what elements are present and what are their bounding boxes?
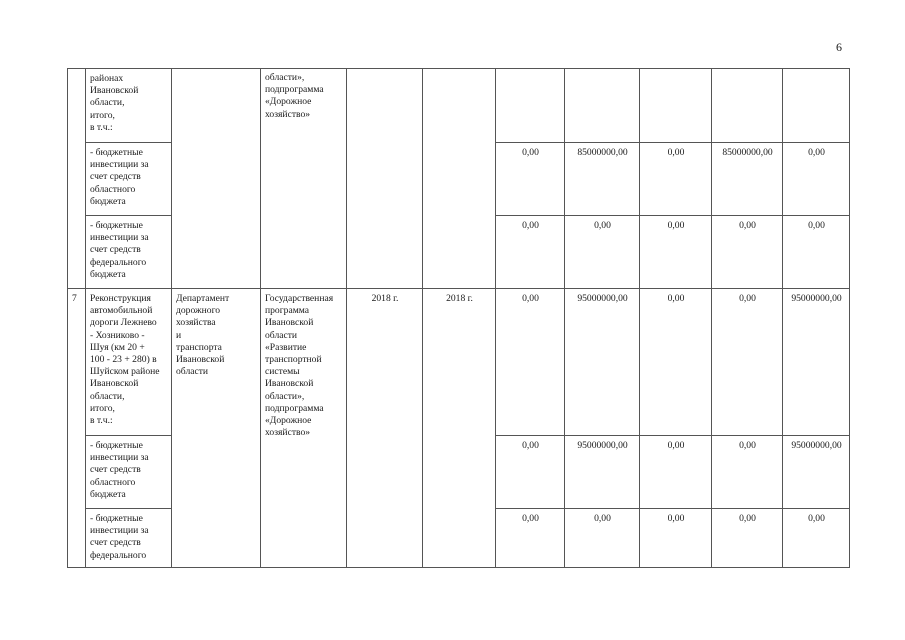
value-cell (712, 69, 783, 143)
value-cell: 0,00 (783, 509, 850, 568)
value-cell: 0,00 (565, 216, 640, 289)
object-name-cell: - бюджетные инвестиции за счет средств областного бюджета (86, 143, 172, 216)
value-cell: 95000000,00 (565, 436, 640, 509)
value-cell: 0,00 (640, 143, 712, 216)
value-cell: 0,00 (640, 436, 712, 509)
value-cell (783, 69, 850, 143)
value-cell: 0,00 (783, 216, 850, 289)
value-cell: 95000000,00 (565, 289, 640, 436)
value-cell: 85000000,00 (565, 143, 640, 216)
value-cell: 95000000,00 (783, 289, 850, 436)
value-cell: 0,00 (640, 289, 712, 436)
table-row (68, 289, 850, 436)
object-name-cell: районах Ивановской области, итого, в т.ч.: (86, 69, 172, 143)
value-cell: 85000000,00 (712, 143, 783, 216)
value-cell: 0,00 (496, 216, 565, 289)
value-cell (565, 69, 640, 143)
value-cell: 0,00 (712, 216, 783, 289)
value-cell: 0,00 (496, 509, 565, 568)
value-cell: 0,00 (496, 143, 565, 216)
program-cell: области», подпрограмма «Дорожное хозяйство» (261, 69, 347, 289)
object-name-cell: - бюджетные инвестиции за счет средств федерального бюджета (86, 216, 172, 289)
value-cell: 0,00 (496, 436, 565, 509)
program-cell: Государственная программа Ивановской области «Развитие транспортной системы Ивановской области», подпрограмма «Дорожное хозяйство» (261, 289, 347, 568)
object-name-cell: - бюджетные инвестиции за счет средств федерального (86, 509, 172, 568)
customer-cell: Департамент дорожного хозяйства и транспорта Ивановской области (172, 289, 261, 568)
object-name-cell: - бюджетные инвестиции за счет средств областного бюджета (86, 436, 172, 509)
budget-table (67, 68, 850, 568)
value-cell: 95000000,00 (783, 436, 850, 509)
object-name-cell: Реконструкция автомобильной дороги Лежнево - Хозниково - Шуя (км 20 + 100 - 23 + 280) в Шуйском районе Ивановской области, итого, в т.ч.: (86, 289, 172, 436)
page-number: 6 (836, 40, 842, 54)
year-end-cell: 2018 г. (423, 289, 496, 568)
value-cell: 0,00 (640, 509, 712, 568)
year-start-cell (347, 69, 423, 289)
customer-cell (172, 69, 261, 289)
value-cell: 0,00 (640, 216, 712, 289)
value-cell (496, 69, 565, 143)
table-row (68, 69, 850, 143)
value-cell (640, 69, 712, 143)
value-cell: 0,00 (783, 143, 850, 216)
value-cell: 0,00 (712, 436, 783, 509)
year-end-cell (423, 69, 496, 289)
value-cell: 0,00 (712, 289, 783, 436)
row-number-cell: 7 (68, 289, 86, 568)
row-number-cell (68, 69, 86, 289)
year-start-cell: 2018 г. (347, 289, 423, 568)
value-cell: 0,00 (496, 289, 565, 436)
value-cell: 0,00 (565, 509, 640, 568)
value-cell: 0,00 (712, 509, 783, 568)
